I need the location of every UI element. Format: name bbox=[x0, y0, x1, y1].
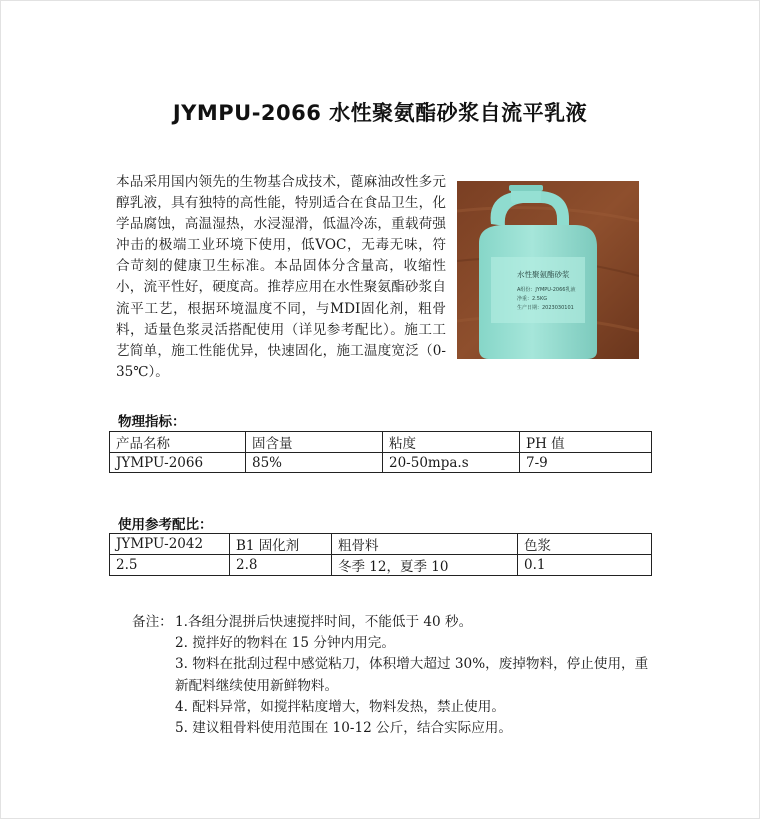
note-text: 4. 配料异常，如搅拌粘度增大，物料发热，禁止使用。 bbox=[175, 698, 505, 715]
table-cell: 20-50mpa.s bbox=[383, 453, 520, 473]
ratio-table bbox=[109, 533, 652, 576]
product-description: 本品采用国内领先的生物基合成技术，蓖麻油改性多元醇乳液，具有独特的高性能，特别适合在食品卫生，化学品腐蚀，高温湿热，水浸湿滑，低温冷冻，重载荷强冲击的极端工业环境下使用，低VOC，无毒无味，符合苛刻的健康卫生标准。本品固体分含量高，收缩性小，流平性好，硬度高。推荐应用在水性聚氨酯砂浆自流平工艺，根据环境温度不同，与MDI固化剂，粗骨料，适量色浆灵活搭配使用（详见参考配比）。施工工艺简单，施工性能优异，快速固化，施工温度宽泛（0-35℃）。 bbox=[116, 174, 446, 380]
ratio-heading: 使用参考配比： bbox=[118, 517, 213, 533]
notes-lead: 备注： bbox=[132, 614, 173, 630]
table-row bbox=[110, 453, 652, 473]
table-header-row bbox=[110, 432, 652, 453]
table-cell: 产品名称 bbox=[110, 432, 246, 453]
product-photo bbox=[457, 181, 639, 359]
note-text: 2. 搅拌好的物料在 15 分钟内用完。 bbox=[175, 635, 395, 652]
note-text: 1.各组分混拼后快速搅拌时间，不能低于 40 秒。 bbox=[175, 614, 473, 630]
table-cell: 粗骨料 bbox=[332, 534, 518, 555]
table-cell: 2.5 bbox=[110, 555, 230, 576]
table-cell: B1 固化剂 bbox=[230, 534, 332, 555]
notes-section bbox=[132, 612, 652, 739]
table-cell: JYMPU-2042 bbox=[110, 534, 230, 555]
table-cell: PH 值 bbox=[520, 432, 652, 453]
table-header-row bbox=[110, 534, 652, 555]
table-cell: 固含量 bbox=[246, 432, 383, 453]
note-item bbox=[132, 612, 652, 633]
table-cell: 2.8 bbox=[230, 555, 332, 576]
bottle-label-line: A组份：JYMPU-2066乳液 bbox=[517, 287, 576, 293]
physical-spec-heading: 物理指标： bbox=[118, 414, 186, 430]
table-cell: 85% bbox=[246, 453, 383, 473]
bottle-label-line: 生产日期：2023030101 bbox=[517, 305, 574, 311]
note-text: 3. 物料在批刮过程中感觉粘刀，体积增大超过 30%，废掉物料，停止使用，重新配料继续使用新鲜物料。 bbox=[175, 656, 649, 694]
table-cell: 粘度 bbox=[383, 432, 520, 453]
bottle-label-line: 净重：2.5KG bbox=[517, 296, 548, 302]
table-row bbox=[110, 555, 652, 576]
physical-spec-table bbox=[109, 431, 652, 473]
table-cell: 冬季 12，夏季 10 bbox=[332, 555, 518, 576]
note-item bbox=[132, 697, 652, 718]
note-item bbox=[132, 718, 652, 739]
table-cell: JYMPU-2066 bbox=[110, 453, 246, 473]
note-text: 5. 建议粗骨料使用范围在 10-12 公斤，结合实际应用。 bbox=[175, 720, 512, 737]
table-cell: 色浆 bbox=[518, 534, 652, 555]
table-cell: 7-9 bbox=[520, 453, 652, 473]
note-item bbox=[132, 654, 652, 696]
page-title: JYMPU-2066 水性聚氨酯砂浆自流平乳液 bbox=[172, 101, 588, 125]
bottle-label-title: 水性聚氨酯砂浆 bbox=[517, 270, 570, 279]
table-cell: 0.1 bbox=[518, 555, 652, 576]
note-item bbox=[132, 633, 652, 654]
